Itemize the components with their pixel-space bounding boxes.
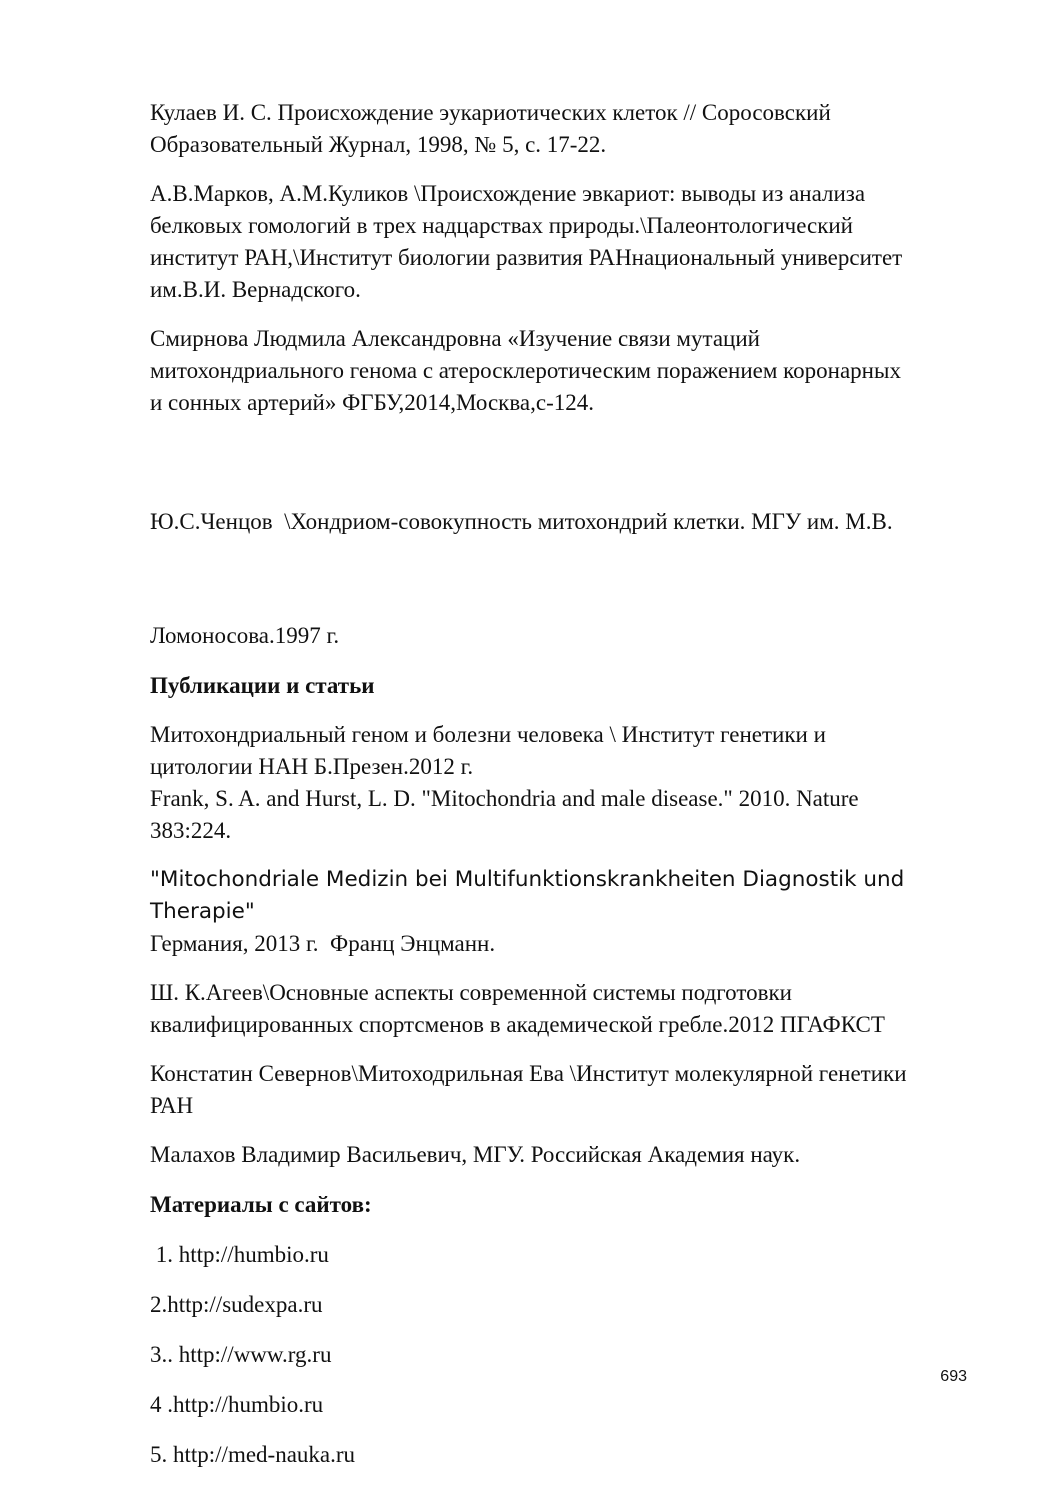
publication-line: квалифицированных спортсменов в академической гребле.2012 ПГАФКСТ <box>150 1012 885 1037</box>
reference-smirnova <box>150 323 980 419</box>
site-item: 3.. http://www.rg.ru <box>150 1342 332 1367</box>
reference-line: Смирнова Людмила Александровна «Изучение связи мутаций <box>150 326 760 351</box>
reference-line: Ломоносова.1997 г. <box>150 623 340 648</box>
reference-line: Ю.С.Ченцов \Хондриом-совокупность митохондрий клетки. МГУ им. М.В. <box>150 509 893 534</box>
page-number: 693 <box>940 1368 967 1385</box>
reference-chentsov-continued <box>150 620 980 652</box>
reference-line: институт РАН,\Институт биологии развития РАНнациональный университет <box>150 245 903 270</box>
document-body <box>150 97 980 1489</box>
publication-line: Малахов Владимир Васильевич, МГУ. Российская Академия наук. <box>150 1142 801 1167</box>
reference-line: им.В.И. Вернадского. <box>150 277 361 302</box>
publication-line: 383:224. <box>150 818 232 843</box>
publication-ageev <box>150 977 980 1041</box>
reference-chentsov <box>150 442 980 602</box>
reference-line: Кулаев И. С. Происхождение эукариотических клеток // Соросовский <box>150 100 831 125</box>
sites-heading: Материалы с сайтов: <box>150 1192 372 1217</box>
reference-line: А.В.Марков, А.М.Куликов \Происхождение эвкариот: выводы из анализа <box>150 181 866 206</box>
reference-line: митохондриального генома с атеросклеротическим поражением коронарных <box>150 358 901 383</box>
publication-line: Ш. К.Агеев\Основные аспекты современной системы подготовки <box>150 980 792 1005</box>
publication-title: "Mitochondriale Medizin bei Multifunktionskrankheiten Diagnostik und Therapie" <box>150 867 905 924</box>
site-item: 5. http://med-nauka.ru <box>150 1442 356 1467</box>
publication-frank-hurst <box>150 783 980 847</box>
publication-line: Frank, S. A. and Hurst, L. D. "Mitochondria and male disease." 2010. Nature <box>150 786 859 811</box>
reference-line: и сонных артерий» ФГБУ,2014,Москва,с-124. <box>150 390 594 415</box>
publication-malakhov <box>150 1139 980 1171</box>
publication-line: Германия, 2013 г. Франц Энцманн. <box>150 931 496 956</box>
reference-kulaev <box>150 97 980 161</box>
publication-severnov <box>150 1058 980 1122</box>
publications-heading: Публикации и статьи <box>150 673 375 698</box>
publication-line: Митохондриальный геном и болезни человека \ Институт генетики и <box>150 722 826 747</box>
reference-line: Образовательный Журнал, 1998, № 5, с. 17-22. <box>150 132 607 157</box>
publication-mito-medizin <box>150 864 980 960</box>
publication-line: РАН <box>150 1093 194 1118</box>
reference-line: белковых гомологий в трех надцарствах природы.\Палеонтологический <box>150 213 853 238</box>
publication-line: цитологии НАН Б.Презен.2012 г. <box>150 754 474 779</box>
site-item: 2.http://sudexpa.ru <box>150 1292 323 1317</box>
publication-line: Констатин Севернов\Митоходрильная Ева \Институт молекулярной генетики <box>150 1061 907 1086</box>
reference-markov-kulikov <box>150 178 980 306</box>
publication-mito-genome <box>150 719 980 783</box>
site-item: 4 .http://humbio.ru <box>150 1392 324 1417</box>
site-item: 1. http://humbio.ru <box>150 1242 329 1267</box>
